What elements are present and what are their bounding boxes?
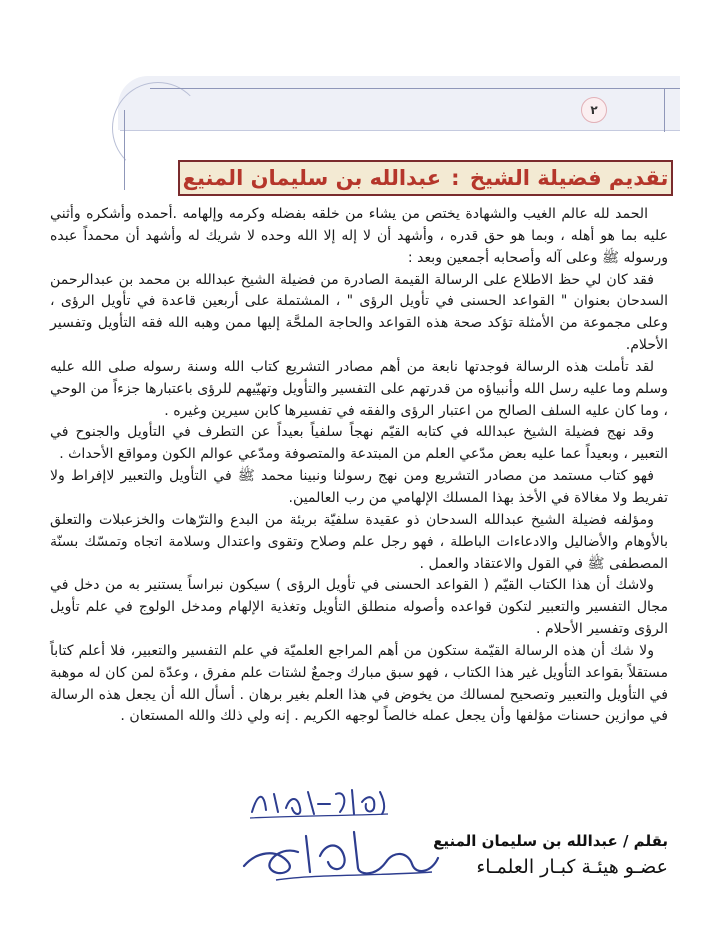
header-rule-right (664, 88, 665, 132)
paragraph: ولا شك أن هذه الرسالة القيّمة ستكون من أهم المراجع العلميّة في علم التفسير والتعبير، فلا أعلم كتاباً مستقلاً بقواعد التأويل غير هذا الكتاب ، فهو سبق مبارك وجمعٌ لشتات علم مفرق ، وعدّة لمن كان له موهبة في التأويل والتعبير وتصحيح لمسالك من يخوض في هذا العلم بغير برهان . أسأل الله أن يجعل هذه الرسالة في موازين حسنات مؤلفها وأن يجعل عمله خالصاً لوجهه الكريم . إنه ولي ذلك والله المستعان . (50, 642, 668, 725)
paragraph: وقد نهج فضيلة الشيخ عبدالله في كتابه القيّم نهجاً سلفياً بعيداً عن التطرف في التأويل والجنوح في التعبير ، وبعيداً عما عليه بعض مدّعي العلم من المبتدعة والمتصوفة ومدّعي عوالم الكون ومواقع الأحداث . (50, 424, 668, 463)
paragraph: فقد كان لي حظ الاطلاع على الرسالة القيمة الصادرة من فضيلة الشيخ عبدالله بن محمد بن عبدالرحمن السدحان بعنوان " القواعد الحسنى في تأويل الرؤى " ، المشتملة على أربعين قاعدة في تأويل الرؤى ، وعلى مجموعة من الأمثلة تؤكد صحة هذه القواعد والحاجة الملحَّة إليها ممن وهبه الله فقه التأويل وتفسير الأحلام. (50, 271, 668, 354)
paragraph: لقد تأملت هذه الرسالة فوجدتها نابعة من أهم مصادر التشريع كتاب الله وسنة رسوله صلى الله عليه وسلم وما عليه رسل الله وأنبياؤه من قدرتهم على التفسير والتأويل وتهيّيهم للرؤى باعتبارها جزءاً من الوحي ، وما كان عليه السلف الصالح من اعتبار الرؤى والفقه في تفسيرها كابن سيرين وغيره . (50, 358, 668, 419)
foreword-body (50, 204, 668, 728)
title-prefix: تقديم فضيلة الشيخ (469, 166, 669, 190)
author-byline: بقلم / عبدالله بن سليمان المنيع (433, 832, 668, 850)
author-role: عضـو هيئـة كبـار العلمـاء (476, 856, 668, 878)
page-title (178, 160, 673, 196)
paragraph: ولاشك أن هذا الكتاب القيّم ( القواعد الحسنى في تأويل الرؤى ) سيكون نبراساً يستنير به من دخل في مجال التفسير والتعبير لتكون قواعده وأصوله منطلق التأويل وتغذية الإلهام ومدخل الولوج في علم تأويل الرؤى وتفسير الأحلام . (50, 577, 668, 638)
header-rule-top (150, 88, 680, 89)
page-number: ٢ (581, 97, 607, 123)
signature-block (430, 832, 668, 878)
handwritten-signature (236, 822, 446, 886)
title-name: عبدالله بن سليمان المنيع (182, 166, 442, 190)
paragraph: الحمد لله عالم الغيب والشهادة يختص من يشاء من خلقه بفضله وكرمه وإلهامه .أحمده وأشكره وأثني عليه بما هو أهله ، وبما هو حق قدره ، وأشهد أن لا إله إلا الله وحده لا شريك له وأشهد أن محمداً عبده ورسوله ﷺ وعلى آله وأصحابه أجمعين وبعد : (50, 206, 668, 266)
header-rule-left (124, 110, 125, 190)
header-rule-bottom (120, 130, 680, 131)
title-separator: : (451, 166, 460, 190)
handwritten-date (244, 782, 394, 822)
paragraph: فهو كتاب مستمد من مصادر التشريع ومن نهج رسولنا ونبينا محمد ﷺ في التأويل والتعبير لاإفراط ولا تفريط ولا مغالاة في الأخذ بهذا المسلك الإلهامي من رب العالمين. (50, 468, 668, 506)
paragraph: ومؤلفه فضيلة الشيخ عبدالله السدحان ذو عقيدة سلفيّة بريئة من البدع والترّهات والخزعبلات والتعلق بالأوهام والأضاليل والادعاءات الباطلة ، فهو رجل علم وصلاح وتقوى واعتدال وسلامة اتجاه وتمسّك بسنّة المصطفى ﷺ في القول والاعتقاد والعمل . (50, 511, 668, 572)
